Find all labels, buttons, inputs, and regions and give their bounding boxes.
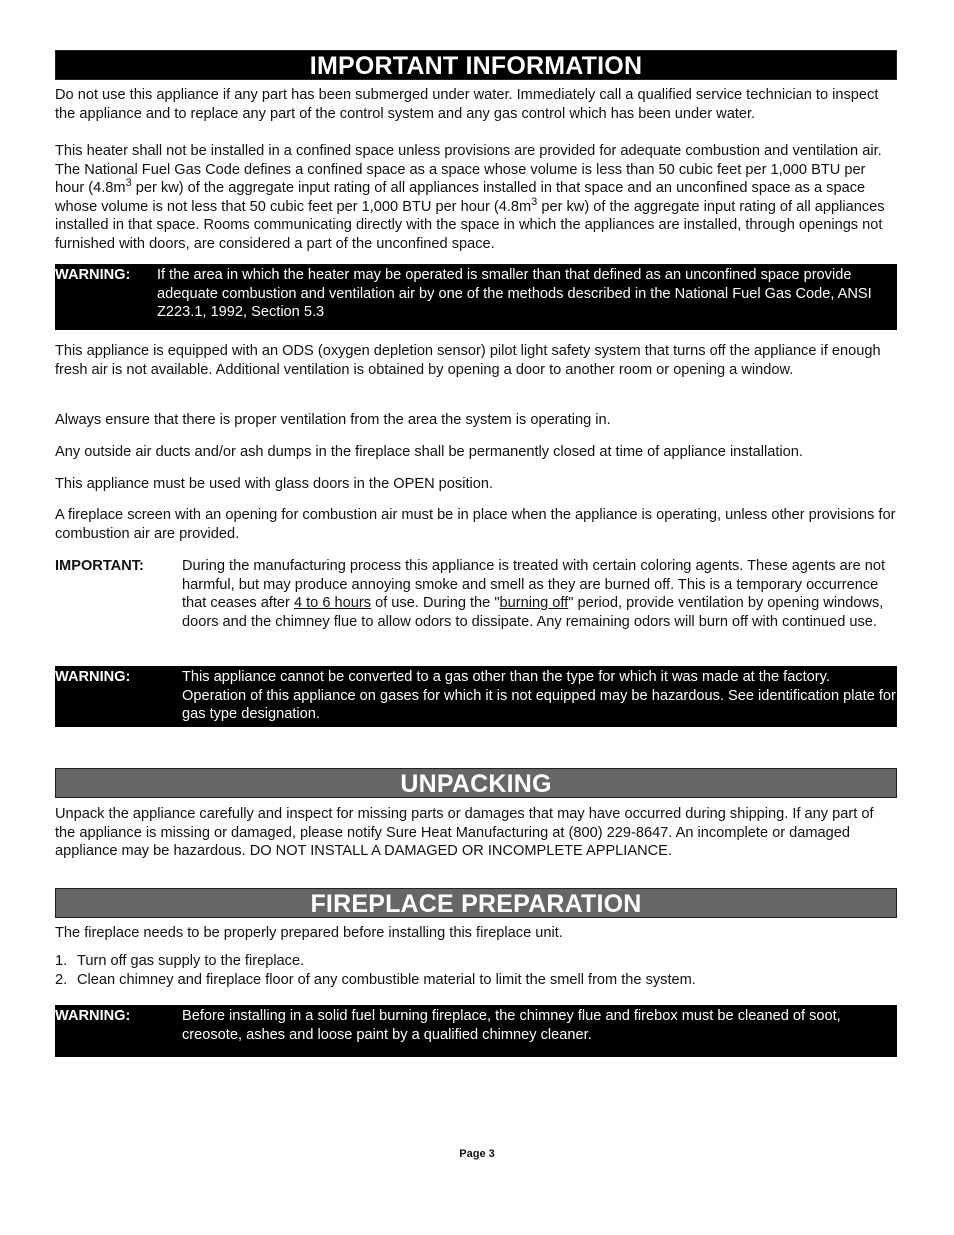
- section-header-fireplace-preparation: [55, 888, 897, 918]
- section-header-important-information: [55, 50, 897, 80]
- paragraph-ods: This appliance is equipped with an ODS (oxygen depletion sensor) pilot light safety system that turns off the appliance if enough fresh air is not available. Additional ventilation is obtained by opening a door to another room or opening a window.: [55, 343, 881, 378]
- section-title: FIREPLACE PREPARATION: [310, 890, 642, 918]
- warning-text: Before installing in a solid fuel burning fireplace, the chimney flue and firebox must be cleaned of soot, creosote, ashes and loose paint by a qualified chimney cleaner.: [182, 1008, 841, 1043]
- list-item: 1. Turn off gas supply to the fireplace.: [55, 953, 305, 969]
- important-note: [55, 557, 897, 631]
- important-label: IMPORTANT:: [55, 558, 144, 574]
- paragraph-preparation: The fireplace needs to be properly prepared before installing this fireplace unit.: [55, 925, 563, 941]
- page-number: Page 3: [459, 1148, 495, 1160]
- warning-box-chimney-cleaning: [55, 1005, 897, 1057]
- paragraph-submerged: Do not use this appliance if any part has been submerged under water. Immediately call a qualified service technician to inspect the appliance and to replace any part of the control system and any gas control which has been under water.: [55, 87, 879, 122]
- paragraph-glass-doors: This appliance must be used with glass doors in the OPEN position.: [55, 476, 494, 492]
- warning-label: WARNING:: [55, 267, 131, 283]
- paragraph-unpacking: Unpack the appliance carefully and inspect for missing parts or damages that may have occurred during shipping. If any part of the appliance is missing or damaged, please notify Sure Heat Manufacturing at (800) 229-8647. An incomplete or damaged appliance may be hazardous. DO NOT INSTALL A DAMAGED OR INCOMPLETE APPLIANCE.: [55, 806, 874, 860]
- preparation-steps: [55, 952, 897, 989]
- paragraph-fireplace-screen: A fireplace screen with an opening for combustion air must be in place when the appliance is operating, unless other provisions for combustion air are provided.: [55, 507, 896, 542]
- important-text: During the manufacturing process this appliance is treated with certain coloring agents. These agents are not harmful, but may produce annoying smoke and smell as they are burned off. This is a temporary occurrence that ceases after 4 to 6 hours of use. During the "burning off" period, provide ventilation by opening windows, doors and the chimney flue to allow odors to dissipate. Any remaining odors will burn off with continued use.: [182, 558, 886, 630]
- section-title: IMPORTANT INFORMATION: [309, 52, 643, 80]
- list-item: 2. Clean chimney and fireplace floor of any combustible material to limit the smell from the system.: [55, 971, 696, 988]
- warning-box-unconfined-space: [55, 264, 897, 330]
- warning-text: If the area in which the heater may be operated is smaller than that defined as an unconfined space provide adequate combustion and ventilation air by one of the methods described in the National Fuel Gas Code, ANSI Z223.1, 1992, Section 5.3: [157, 267, 872, 321]
- document-page: [55, 0, 897, 1043]
- paragraph-confined-space: This heater shall not be installed in a confined space unless provisions are provided for adequate combustion and ventilation air. The National Fuel Gas Code defines a confined space as a space whose volume is less than 50 cubic feet per 1,000 BTU per hour ($4.8m^3$ per kw) of the aggregate input rating of all appliances installed in that space and an unconfined space as a space whose volume is not less that 50 cubic feet per 1,000 BTU per hour ($4.8m^3$ per kw) of the aggregate input rating of all appliances installed in that space. Rooms communicating directly with the space in which the appliances are installed, through openings not furnished with doors, are considered a part of the unconfined space.: [55, 143, 885, 252]
- warning-text: This appliance cannot be converted to a gas other than the type for which it was made at the factory. Operation of this appliance on gases for which it is not equipped may be hazardous. See identification plate for gas type designation.: [182, 669, 896, 723]
- warning-box-gas-conversion: [55, 666, 897, 727]
- paragraph-ventilation: Always ensure that there is proper ventilation from the area the system is operating in.: [55, 412, 611, 428]
- paragraph-air-ducts: Any outside air ducts and/or ash dumps in the fireplace shall be permanently closed at time of appliance installation.: [55, 444, 803, 460]
- warning-label: WARNING:: [55, 669, 131, 685]
- section-title: UNPACKING: [400, 770, 552, 798]
- section-header-unpacking: [55, 768, 897, 798]
- warning-label: WARNING:: [55, 1008, 131, 1024]
